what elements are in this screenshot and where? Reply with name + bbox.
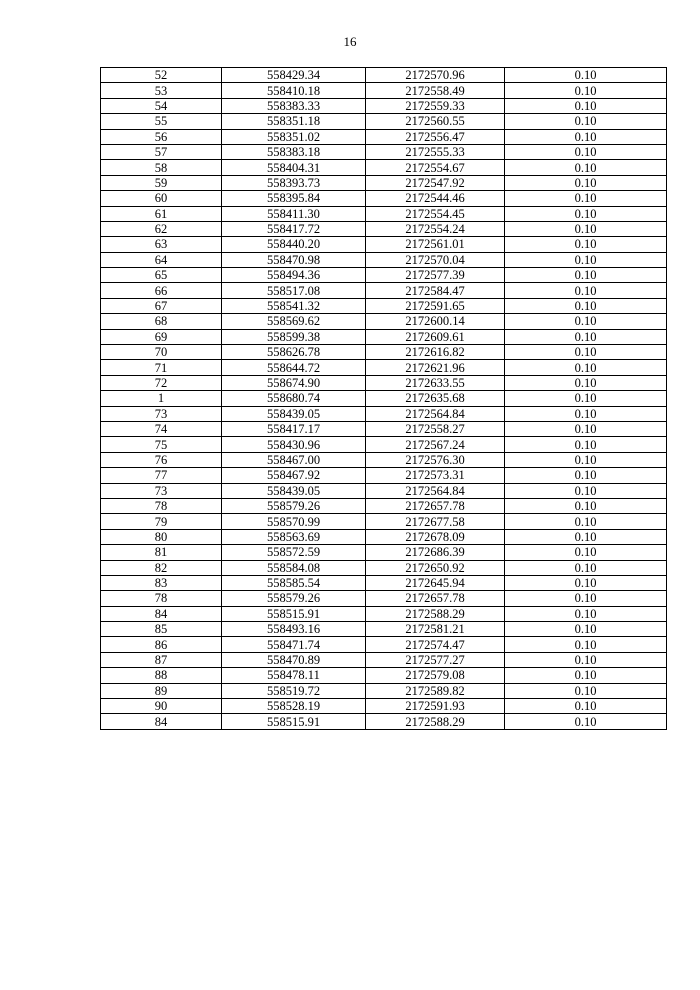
table-row	[101, 298, 667, 313]
y-coordinate-cell: 2172554.45	[366, 206, 505, 221]
x-coordinate-cell: 558569.62	[222, 314, 366, 329]
y-coordinate-cell: 2172570.96	[366, 68, 505, 83]
x-coordinate-cell: 558439.05	[222, 406, 366, 421]
y-coordinate-cell: 2172579.08	[366, 668, 505, 683]
point-number-cell: 70	[101, 345, 222, 360]
table-row	[101, 637, 667, 652]
point-number-cell: 86	[101, 637, 222, 652]
tolerance-cell: 0.10	[505, 637, 667, 652]
table-row	[101, 514, 667, 529]
tolerance-cell: 0.10	[505, 252, 667, 267]
point-number-cell: 71	[101, 360, 222, 375]
point-number-cell: 72	[101, 375, 222, 390]
x-coordinate-cell: 558515.91	[222, 606, 366, 621]
table-row	[101, 421, 667, 436]
point-number-cell: 80	[101, 529, 222, 544]
point-number-cell: 73	[101, 483, 222, 498]
table-row	[101, 144, 667, 159]
y-coordinate-cell: 2172576.30	[366, 452, 505, 467]
table-row	[101, 221, 667, 236]
point-number-cell: 58	[101, 160, 222, 175]
tolerance-cell: 0.10	[505, 560, 667, 575]
tolerance-cell: 0.10	[505, 98, 667, 113]
tolerance-cell: 0.10	[505, 514, 667, 529]
table-row	[101, 114, 667, 129]
point-number-cell: 81	[101, 545, 222, 560]
y-coordinate-cell: 2172657.78	[366, 591, 505, 606]
point-number-cell: 62	[101, 221, 222, 236]
point-number-cell: 84	[101, 606, 222, 621]
x-coordinate-cell: 558626.78	[222, 345, 366, 360]
x-coordinate-cell: 558517.08	[222, 283, 366, 298]
y-coordinate-cell: 2172616.82	[366, 345, 505, 360]
x-coordinate-cell: 558584.08	[222, 560, 366, 575]
tolerance-cell: 0.10	[505, 421, 667, 436]
x-coordinate-cell: 558515.91	[222, 714, 366, 729]
table-row	[101, 529, 667, 544]
point-number-cell: 1	[101, 391, 222, 406]
x-coordinate-cell: 558541.32	[222, 298, 366, 313]
tolerance-cell: 0.10	[505, 129, 667, 144]
x-coordinate-cell: 558383.33	[222, 98, 366, 113]
x-coordinate-cell: 558411.30	[222, 206, 366, 221]
tolerance-cell: 0.10	[505, 468, 667, 483]
point-number-cell: 78	[101, 591, 222, 606]
table-row	[101, 406, 667, 421]
tolerance-cell: 0.10	[505, 329, 667, 344]
tolerance-cell: 0.10	[505, 452, 667, 467]
y-coordinate-cell: 2172581.21	[366, 622, 505, 637]
table-row	[101, 175, 667, 190]
y-coordinate-cell: 2172558.49	[366, 83, 505, 98]
y-coordinate-cell: 2172577.39	[366, 268, 505, 283]
tolerance-cell: 0.10	[505, 683, 667, 698]
table-row	[101, 345, 667, 360]
x-coordinate-cell: 558572.59	[222, 545, 366, 560]
y-coordinate-cell: 2172574.47	[366, 637, 505, 652]
coordinates-table-body	[101, 68, 667, 730]
table-row	[101, 699, 667, 714]
point-number-cell: 87	[101, 652, 222, 667]
y-coordinate-cell: 2172650.92	[366, 560, 505, 575]
table-row	[101, 545, 667, 560]
table-row	[101, 283, 667, 298]
point-number-cell: 63	[101, 237, 222, 252]
tolerance-cell: 0.10	[505, 283, 667, 298]
y-coordinate-cell: 2172573.31	[366, 468, 505, 483]
table-row	[101, 160, 667, 175]
point-number-cell: 57	[101, 144, 222, 159]
y-coordinate-cell: 2172547.92	[366, 175, 505, 190]
tolerance-cell: 0.10	[505, 575, 667, 590]
x-coordinate-cell: 558579.26	[222, 591, 366, 606]
x-coordinate-cell: 558585.54	[222, 575, 366, 590]
point-number-cell: 60	[101, 191, 222, 206]
x-coordinate-cell: 558439.05	[222, 483, 366, 498]
table-row	[101, 314, 667, 329]
point-number-cell: 84	[101, 714, 222, 729]
y-coordinate-cell: 2172567.24	[366, 437, 505, 452]
x-coordinate-cell: 558470.89	[222, 652, 366, 667]
tolerance-cell: 0.10	[505, 529, 667, 544]
table-row	[101, 714, 667, 729]
table-row	[101, 668, 667, 683]
x-coordinate-cell: 558393.73	[222, 175, 366, 190]
tolerance-cell: 0.10	[505, 622, 667, 637]
x-coordinate-cell: 558351.02	[222, 129, 366, 144]
tolerance-cell: 0.10	[505, 206, 667, 221]
tolerance-cell: 0.10	[505, 83, 667, 98]
table-row	[101, 391, 667, 406]
y-coordinate-cell: 2172584.47	[366, 283, 505, 298]
point-number-cell: 67	[101, 298, 222, 313]
y-coordinate-cell: 2172645.94	[366, 575, 505, 590]
tolerance-cell: 0.10	[505, 160, 667, 175]
y-coordinate-cell: 2172555.33	[366, 144, 505, 159]
table-row	[101, 591, 667, 606]
y-coordinate-cell: 2172564.84	[366, 406, 505, 421]
point-number-cell: 82	[101, 560, 222, 575]
table-row	[101, 498, 667, 513]
table-row	[101, 329, 667, 344]
y-coordinate-cell: 2172558.27	[366, 421, 505, 436]
y-coordinate-cell: 2172560.55	[366, 114, 505, 129]
y-coordinate-cell: 2172621.96	[366, 360, 505, 375]
x-coordinate-cell: 558467.00	[222, 452, 366, 467]
x-coordinate-cell: 558417.72	[222, 221, 366, 236]
x-coordinate-cell: 558570.99	[222, 514, 366, 529]
x-coordinate-cell: 558528.19	[222, 699, 366, 714]
tolerance-cell: 0.10	[505, 221, 667, 236]
table-row	[101, 683, 667, 698]
point-number-cell: 52	[101, 68, 222, 83]
tolerance-cell: 0.10	[505, 498, 667, 513]
point-number-cell: 55	[101, 114, 222, 129]
x-coordinate-cell: 558410.18	[222, 83, 366, 98]
y-coordinate-cell: 2172554.24	[366, 221, 505, 236]
y-coordinate-cell: 2172588.29	[366, 606, 505, 621]
x-coordinate-cell: 558579.26	[222, 498, 366, 513]
point-number-cell: 77	[101, 468, 222, 483]
tolerance-cell: 0.10	[505, 591, 667, 606]
x-coordinate-cell: 558644.72	[222, 360, 366, 375]
tolerance-cell: 0.10	[505, 606, 667, 621]
y-coordinate-cell: 2172588.29	[366, 714, 505, 729]
table-row	[101, 252, 667, 267]
table-row	[101, 237, 667, 252]
point-number-cell: 89	[101, 683, 222, 698]
table-row	[101, 68, 667, 83]
tolerance-cell: 0.10	[505, 714, 667, 729]
x-coordinate-cell: 558429.34	[222, 68, 366, 83]
tolerance-cell: 0.10	[505, 268, 667, 283]
point-number-cell: 65	[101, 268, 222, 283]
tolerance-cell: 0.10	[505, 114, 667, 129]
point-number-cell: 64	[101, 252, 222, 267]
table-row	[101, 452, 667, 467]
y-coordinate-cell: 2172591.93	[366, 699, 505, 714]
table-row	[101, 437, 667, 452]
point-number-cell: 85	[101, 622, 222, 637]
point-number-cell: 75	[101, 437, 222, 452]
tolerance-cell: 0.10	[505, 652, 667, 667]
point-number-cell: 88	[101, 668, 222, 683]
table-row	[101, 483, 667, 498]
table-row	[101, 98, 667, 113]
table-row	[101, 575, 667, 590]
y-coordinate-cell: 2172561.01	[366, 237, 505, 252]
tolerance-cell: 0.10	[505, 375, 667, 390]
y-coordinate-cell: 2172544.46	[366, 191, 505, 206]
x-coordinate-cell: 558674.90	[222, 375, 366, 390]
x-coordinate-cell: 558599.38	[222, 329, 366, 344]
table-row	[101, 83, 667, 98]
tolerance-cell: 0.10	[505, 437, 667, 452]
table-row	[101, 268, 667, 283]
x-coordinate-cell: 558383.18	[222, 144, 366, 159]
point-number-cell: 78	[101, 498, 222, 513]
point-number-cell: 53	[101, 83, 222, 98]
table-row	[101, 129, 667, 144]
point-number-cell: 61	[101, 206, 222, 221]
point-number-cell: 66	[101, 283, 222, 298]
table-row	[101, 191, 667, 206]
y-coordinate-cell: 2172635.68	[366, 391, 505, 406]
x-coordinate-cell: 558471.74	[222, 637, 366, 652]
tolerance-cell: 0.10	[505, 345, 667, 360]
table-row	[101, 606, 667, 621]
x-coordinate-cell: 558493.16	[222, 622, 366, 637]
y-coordinate-cell: 2172591.65	[366, 298, 505, 313]
x-coordinate-cell: 558404.31	[222, 160, 366, 175]
table-row	[101, 206, 667, 221]
table-row	[101, 652, 667, 667]
y-coordinate-cell: 2172577.27	[366, 652, 505, 667]
point-number-cell: 56	[101, 129, 222, 144]
y-coordinate-cell: 2172678.09	[366, 529, 505, 544]
y-coordinate-cell: 2172600.14	[366, 314, 505, 329]
tolerance-cell: 0.10	[505, 391, 667, 406]
tolerance-cell: 0.10	[505, 298, 667, 313]
x-coordinate-cell: 558467.92	[222, 468, 366, 483]
y-coordinate-cell: 2172633.55	[366, 375, 505, 390]
page-number: 16	[343, 34, 357, 49]
x-coordinate-cell: 558563.69	[222, 529, 366, 544]
y-coordinate-cell: 2172564.84	[366, 483, 505, 498]
table-row	[101, 468, 667, 483]
y-coordinate-cell: 2172609.61	[366, 329, 505, 344]
y-coordinate-cell: 2172677.58	[366, 514, 505, 529]
x-coordinate-cell: 558680.74	[222, 391, 366, 406]
point-number-cell: 83	[101, 575, 222, 590]
y-coordinate-cell: 2172559.33	[366, 98, 505, 113]
y-coordinate-cell: 2172686.39	[366, 545, 505, 560]
x-coordinate-cell: 558351.18	[222, 114, 366, 129]
tolerance-cell: 0.10	[505, 68, 667, 83]
table-row	[101, 560, 667, 575]
point-number-cell: 73	[101, 406, 222, 421]
y-coordinate-cell: 2172570.04	[366, 252, 505, 267]
point-number-cell: 79	[101, 514, 222, 529]
table-row	[101, 360, 667, 375]
point-number-cell: 68	[101, 314, 222, 329]
tolerance-cell: 0.10	[505, 668, 667, 683]
y-coordinate-cell: 2172554.67	[366, 160, 505, 175]
y-coordinate-cell: 2172657.78	[366, 498, 505, 513]
tolerance-cell: 0.10	[505, 175, 667, 190]
point-number-cell: 59	[101, 175, 222, 190]
point-number-cell: 69	[101, 329, 222, 344]
coordinates-table	[100, 67, 667, 730]
x-coordinate-cell: 558494.36	[222, 268, 366, 283]
x-coordinate-cell: 558417.17	[222, 421, 366, 436]
y-coordinate-cell: 2172589.82	[366, 683, 505, 698]
point-number-cell: 90	[101, 699, 222, 714]
x-coordinate-cell: 558440.20	[222, 237, 366, 252]
point-number-cell: 76	[101, 452, 222, 467]
table-row	[101, 622, 667, 637]
x-coordinate-cell: 558395.84	[222, 191, 366, 206]
tolerance-cell: 0.10	[505, 545, 667, 560]
y-coordinate-cell: 2172556.47	[366, 129, 505, 144]
point-number-cell: 54	[101, 98, 222, 113]
x-coordinate-cell: 558430.96	[222, 437, 366, 452]
point-number-cell: 74	[101, 421, 222, 436]
x-coordinate-cell: 558470.98	[222, 252, 366, 267]
x-coordinate-cell: 558519.72	[222, 683, 366, 698]
x-coordinate-cell: 558478.11	[222, 668, 366, 683]
tolerance-cell: 0.10	[505, 699, 667, 714]
table-row	[101, 375, 667, 390]
tolerance-cell: 0.10	[505, 360, 667, 375]
tolerance-cell: 0.10	[505, 406, 667, 421]
tolerance-cell: 0.10	[505, 191, 667, 206]
tolerance-cell: 0.10	[505, 314, 667, 329]
tolerance-cell: 0.10	[505, 237, 667, 252]
tolerance-cell: 0.10	[505, 483, 667, 498]
tolerance-cell: 0.10	[505, 144, 667, 159]
